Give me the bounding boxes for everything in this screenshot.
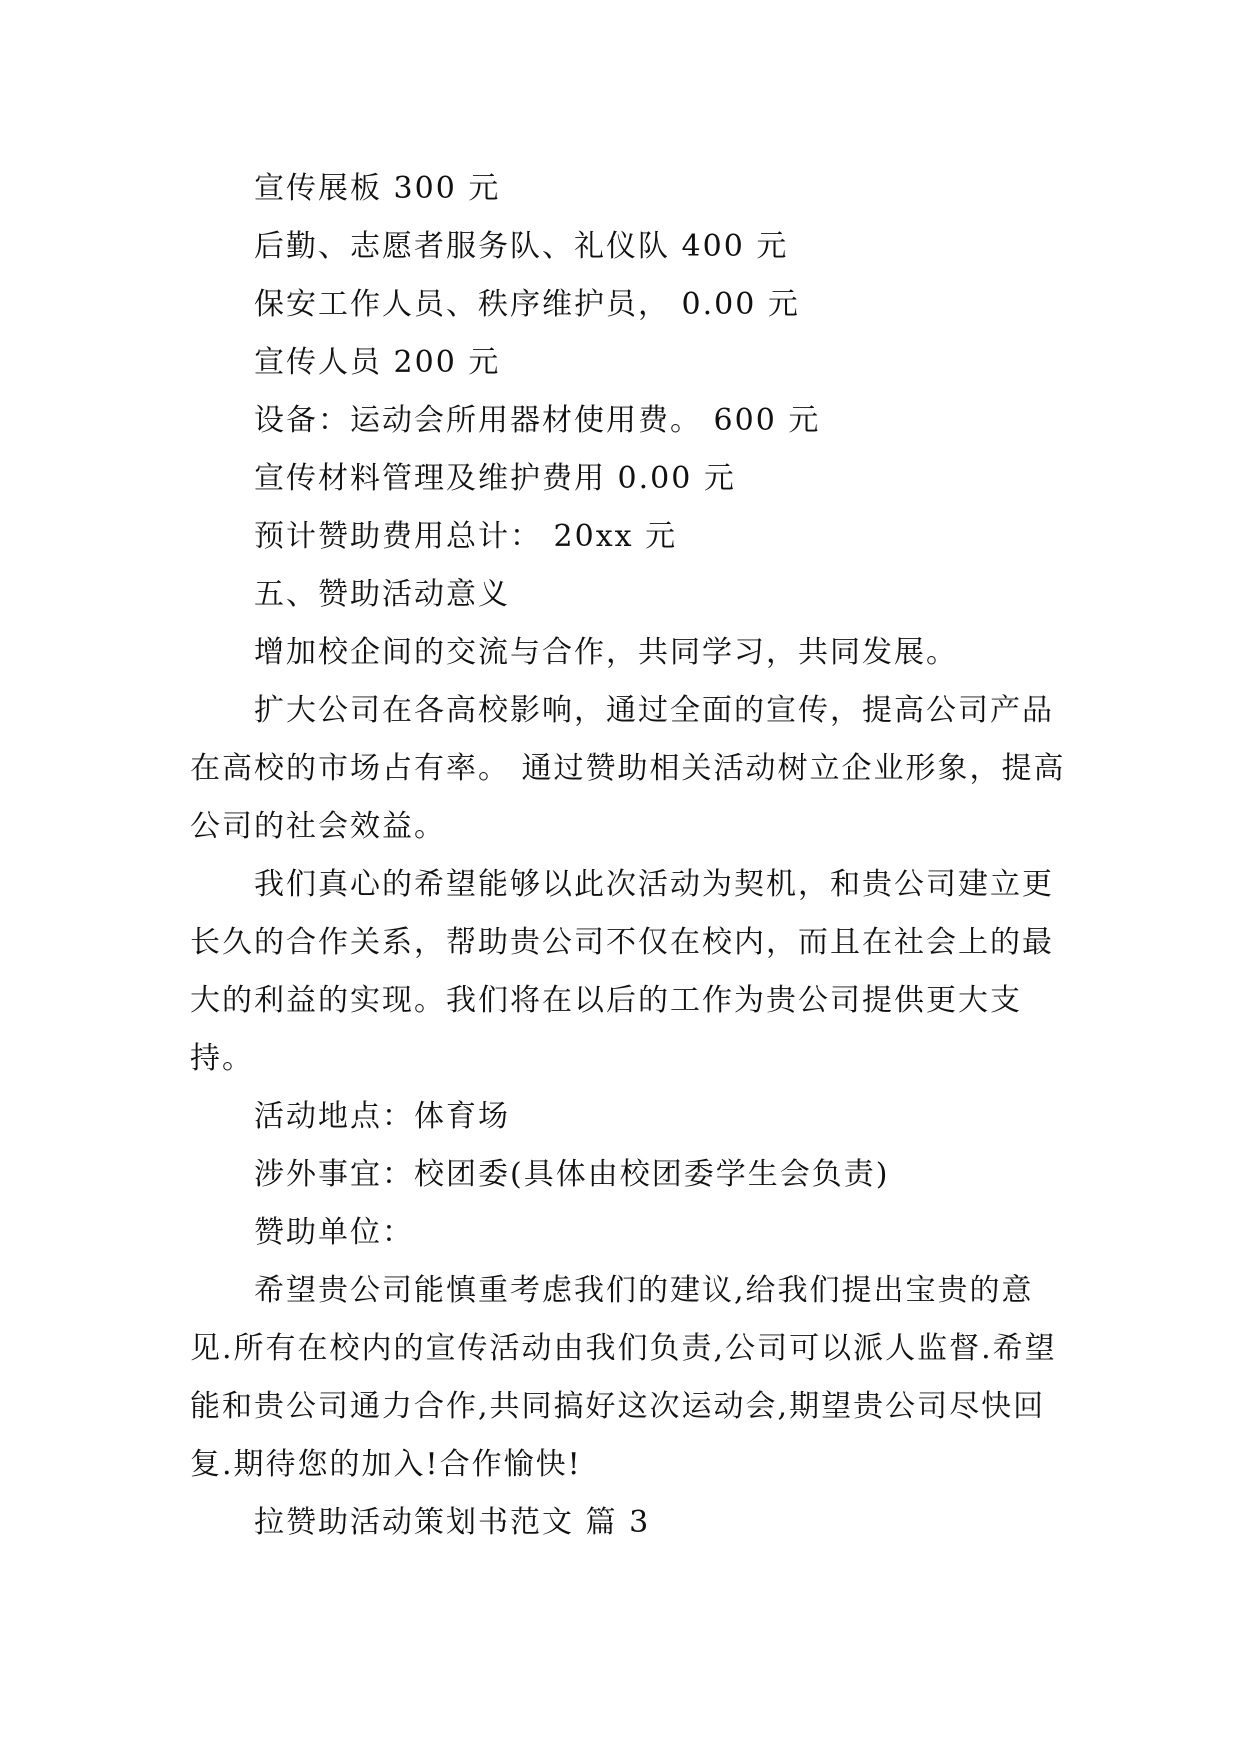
- document-body: [190, 160, 1070, 1552]
- event-location: 活动地点：体育场: [254, 1099, 510, 1134]
- budget-line-display-boards: 宣传展板 300 元: [254, 171, 501, 206]
- budget-line-security-staff: 保安工作人员、秩序维护员， 0.00 元: [254, 287, 800, 322]
- section-heading-significance: 五、赞助活动意义: [254, 577, 510, 612]
- next-section-title: 拉赞助活动策划书范文 篇 3: [254, 1505, 651, 1540]
- budget-line-publicity-staff: 宣传人员 200 元: [254, 345, 501, 380]
- budget-line-material-maintenance: 宣传材料管理及维护费用 0.00 元: [254, 461, 736, 496]
- sponsor-unit-label: 赞助单位：: [254, 1215, 414, 1250]
- budget-total: 预计赞助费用总计： 20xx 元: [254, 519, 678, 554]
- paragraph-exchange-cooperation: 增加校企间的交流与合作，共同学习，共同发展。: [254, 635, 958, 670]
- paragraph-sincere-hope: 我们真心的希望能够以此次活动为契机，和贵公司建立更长久的合作关系，帮助贵公司不仅在校内，而且在社会上的最大的利益的实现。我们将在以后的工作为贵公司提供更大支持。: [190, 867, 1054, 1076]
- paragraph-closing-request: 希望贵公司能慎重考虑我们的建议,给我们提出宝贵的意见.所有在校内的宣传活动由我们负责,公司可以派人监督.希望能和贵公司通力合作,共同搞好这次运动会,期望贵公司尽快回复.期待您的加入!合作愉快!: [190, 1273, 1057, 1482]
- paragraph-expand-influence: 扩大公司在各高校影响，通过全面的宣传，提高公司产品在高校的市场占有率。 通过赞助相关活动树立企业形象，提高公司的社会效益。: [190, 693, 1066, 844]
- budget-line-logistics-volunteers: 后勤、志愿者服务队、礼仪队 400 元: [254, 229, 789, 264]
- external-affairs: 涉外事宜：校团委(具体由校团委学生会负责): [254, 1157, 890, 1192]
- budget-line-equipment: 设备：运动会所用器材使用费。 600 元: [254, 403, 821, 438]
